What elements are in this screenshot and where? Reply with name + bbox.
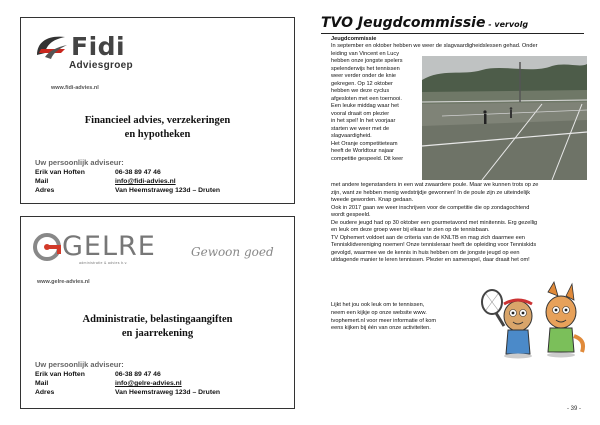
fidi-pitch-line-2: en hypotheken <box>124 129 191 140</box>
fidi-pitch-line-1: Financieel advies, verzekeringen <box>84 115 231 126</box>
fidi-logo-subtitle: Adviesgroep <box>69 60 133 71</box>
article-narrow-line: heeft de Worldtour najaar <box>331 148 395 154</box>
fidi-swoosh-icon <box>35 33 69 61</box>
fidi-contact-row <box>35 168 220 177</box>
gelre-mail-label: Mail <box>35 380 49 388</box>
article-narrow-line: competitie gespeeld. Dit keer <box>331 155 404 162</box>
fidi-address: Van Heemstraweg 123d – Druten <box>115 187 221 195</box>
fidi-mail-label: Mail <box>35 178 49 186</box>
gelre-advertisement <box>20 216 295 409</box>
cta-line: eens kijken bij één van onze activiteiten. <box>331 325 431 332</box>
article-narrow-line: weer verder onder de knie <box>331 73 396 79</box>
gelre-phone: 06-38 89 47 46 <box>115 371 161 378</box>
fidi-contact-name: Erik van Hoften <box>35 169 85 176</box>
gelre-address: Van Heemstraweg 123d – Druten <box>115 389 221 397</box>
article-narrow-line: afgesloten met een toernooi. <box>331 95 402 102</box>
article-body-line: Tennisklidvereniging noemen! Onze tennisleraar heeft de opleiding voor Tenniskids <box>331 242 537 248</box>
article-body-line: met andere tegenstanders in een wat zwaardere poule. Maar we kunnen trots op ze <box>331 182 539 188</box>
page-title-sub: - vervolg <box>485 20 529 29</box>
gelre-pitch-line-2: en jaarrekening <box>121 328 194 339</box>
section-title: Jeugdcommissie <box>331 36 377 42</box>
cta-line: tvophemert.nl voor meer informatie of kom <box>331 317 437 324</box>
tennis-mascots-illustration <box>478 280 588 360</box>
fidi-email-link[interactable]: info@fidi-advies.nl <box>115 178 176 186</box>
article-narrow-line: starten we weer met de <box>331 125 390 132</box>
article-body-column <box>331 182 584 265</box>
gelre-address-label: Adres <box>35 389 55 397</box>
cta-line: Lijkt het jou ook leuk om te tennissen, <box>331 302 425 308</box>
fidi-advertisement <box>20 17 295 204</box>
fidi-website[interactable]: www.fidi-advies.nl <box>51 85 99 91</box>
fidi-pitch <box>21 114 294 142</box>
article-body-line: De oudere jeugd had op 30 oktober een gourmetavond met minitennis. Erg gezellig <box>331 219 538 226</box>
gelre-slogan: Gewoon goed <box>191 245 274 259</box>
gelre-pitch <box>21 313 294 341</box>
fidi-adviseur-label: Uw persoonlijk adviseur: <box>35 158 124 167</box>
article-intro-column <box>331 43 538 163</box>
page-title-main: TVO Jeugdcommissie <box>321 15 486 31</box>
cta-lines <box>331 302 481 333</box>
gelre-contact-row <box>35 379 220 388</box>
article-narrow-line: leiding van Vincent en Lucy <box>331 50 400 57</box>
fidi-logo <box>35 32 125 61</box>
article-narrow-line: Het Oranje competitieteam <box>331 140 398 147</box>
article-body-line: zijn, want ze hebben menig wedstrijdje gewonnen! In de poule zijn ze uiteindelijk <box>331 189 531 196</box>
article-body-lines <box>331 182 584 265</box>
gelre-contact-row <box>35 388 220 397</box>
fidi-contact-block <box>35 168 220 196</box>
article-narrow-line: vooral draait om plezier <box>331 110 390 117</box>
gelre-emblem-icon <box>33 232 61 262</box>
fidi-contact-row <box>35 177 220 186</box>
page-number: - 39 - <box>567 406 582 412</box>
article-body-line: en leuk om deze groep weer bij elkaar te zien op de tennisbaan. <box>331 227 490 233</box>
article-body-line: TV Ophemert voldoet aan de criteria van de KNLTB en mag zich daarmee een <box>331 234 525 241</box>
gelre-contact-block <box>35 370 220 398</box>
gelre-email-link[interactable]: info@gelre-advies.nl <box>115 380 182 388</box>
fidi-phone: 06-38 89 47 46 <box>115 169 161 176</box>
article-body-line: tweede geworden. Knap gedaan. <box>331 197 414 203</box>
article-narrow-line: slagvaardigheid. <box>331 133 372 139</box>
gelre-adviseur-label: Uw persoonlijk adviseur: <box>35 360 124 369</box>
article-narrow-line: in het spel! In het voorjaar <box>331 118 396 124</box>
gelre-logo <box>33 231 156 262</box>
fidi-address-label: Adres <box>35 187 55 195</box>
article-narrow-line: Een leuke middag waar het <box>331 103 399 109</box>
call-to-action <box>331 302 481 333</box>
title-divider <box>321 33 584 34</box>
article-narrow-line: spelenderwijs het tennissen <box>331 65 400 72</box>
article-body-line: Ook in 2017 gaan we weer inschrijven voor de competitie die op zondagochtend <box>331 204 530 211</box>
gelre-pitch-line-1: Administratie, belastingaangiften <box>82 314 233 325</box>
fidi-logo-text: Fidi <box>71 32 126 61</box>
cta-line: neem een kijkje op onze website www. <box>331 309 427 316</box>
gelre-contact-name: Erik van Hoften <box>35 371 85 378</box>
gelre-website[interactable]: www.gelre-advies.nl <box>37 279 90 285</box>
fidi-contact-row <box>35 186 220 195</box>
tennis-court-photo <box>422 56 587 180</box>
gelre-logo-subtitle: administratie & advies b.v. <box>79 261 128 265</box>
article-body-line: gevolgd, waarmee we de kennis in huis hebben om de jongste jeugd op een <box>331 249 520 256</box>
article-narrow-line: hebben we deze cyclus <box>331 88 390 94</box>
article-body-line: uitdagende manier te leren tennissen. Plezier en samenspel, daar draait het om! <box>331 257 530 263</box>
gelre-logo-text: GELRE <box>62 231 156 262</box>
article-narrow-line: gekregen. Op 12 oktober <box>331 80 393 87</box>
page-title <box>321 15 528 31</box>
article-narrow-lines <box>331 51 421 164</box>
article-intro-line: In september en oktober hebben we weer de slagvaardigheidslessen gehad. Onder <box>331 43 538 49</box>
article-narrow-line: hebben onze jongste spelers <box>331 58 403 64</box>
article-body-line: wordt gespeeld. <box>331 212 371 218</box>
gelre-contact-row <box>35 370 220 379</box>
